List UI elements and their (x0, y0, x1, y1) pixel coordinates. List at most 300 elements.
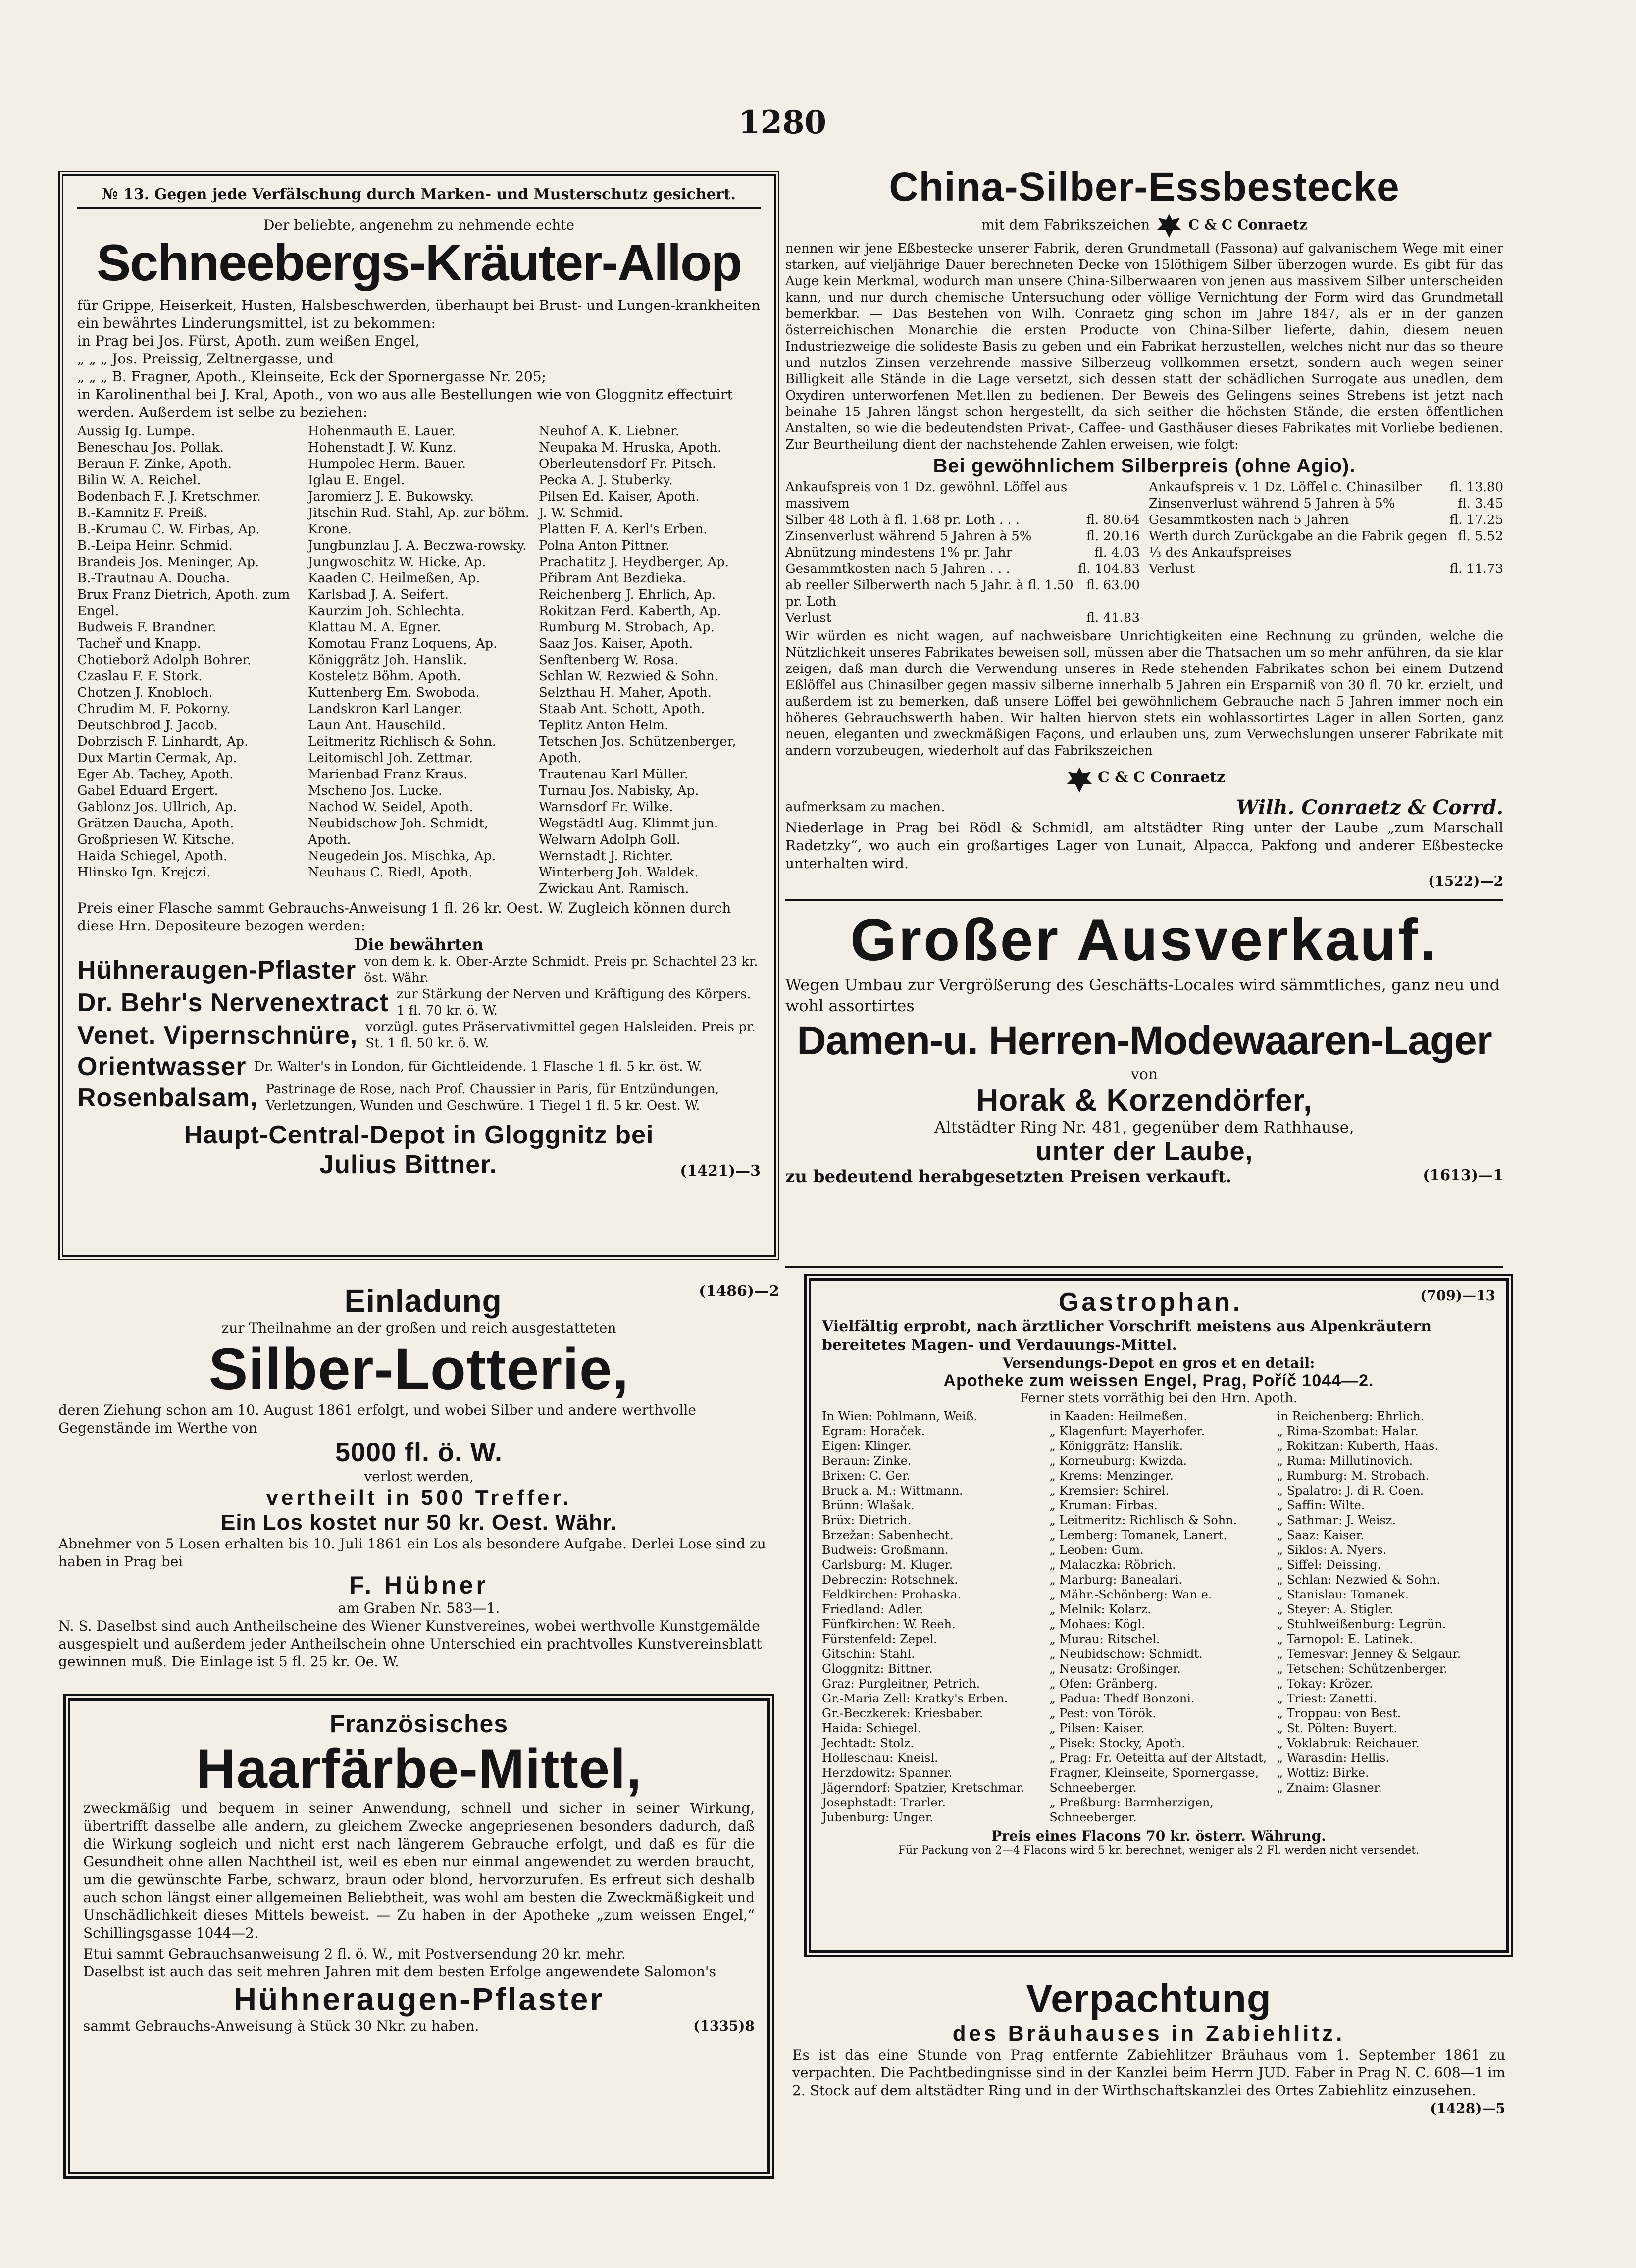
depot-entry: Humpolec Herm. Bauer. (308, 457, 466, 471)
gastrophan-column-3 (1277, 1409, 1495, 1825)
gastrophan-column-1 (822, 1409, 1040, 1825)
depot-entry: Zwickau Ant. Ramisch. (539, 881, 689, 896)
china-brand-row (785, 211, 1503, 241)
gastrophan-depot-entry: „ Ruma: Millutinovich. (1277, 1454, 1413, 1468)
gastrophan-depot-entry: „ Neusatz: Großinger. (1049, 1662, 1181, 1676)
gastrophan-depot-entry: Brzežan: Sabenhecht. (822, 1528, 954, 1542)
depot-entry: Neupaka M. Hruska, Apoth. (539, 440, 722, 455)
divider-rule (785, 899, 1503, 901)
verpachtung-ad (792, 1976, 1505, 2184)
depot-entry: B.-Krumau C. W. Firbas, Ap. (77, 522, 260, 537)
gastrophan-depot-entry: Herzdowitz: Spanner. (822, 1766, 952, 1780)
gastrophan-depot-entry: „ Lemberg: Tomanek, Lanert. (1049, 1528, 1227, 1542)
haarfarbe-also: Daselbst ist auch das seit mehren Jahren mit dem besten Erfolge angewendete Salomon's (83, 1963, 716, 1980)
depot-entry: Dobrzisch F. Linhardt, Ap. (77, 734, 249, 749)
depot-entry: Rumburg M. Strobach, Ap. (539, 620, 715, 635)
depot-entry: Marienbad Franz Kraus. (308, 767, 468, 782)
depot-entry: Jungbunzlau J. A. Beczwa-rowsky. (308, 538, 527, 553)
gastrophan-depot-entry: Budweis: Großmann. (822, 1543, 949, 1557)
gastrophan-depot-entry: „ Rumburg: M. Strobach. (1277, 1469, 1430, 1483)
product-row (77, 1019, 761, 1052)
gastrophan-depot-entry: In Wien: Pohlmann, Weiß. (822, 1409, 978, 1423)
depot-entry: Staab Ant. Schott, Apoth. (539, 702, 705, 717)
price-row (785, 528, 1140, 545)
gastrophan-depot-entry: „ Preßburg: Barmherzigen, Schneeberger. (1049, 1796, 1214, 1824)
depot-entry: Warnsdorf Fr. Wilke. (539, 800, 673, 815)
price-row-value: fl. 5.52 (1458, 529, 1503, 544)
gastrophan-depot-entry: „ St. Pölten: Buyert. (1277, 1721, 1397, 1735)
gastrophan-depot-entry: „ Tarnopol: E. Latinek. (1277, 1632, 1413, 1646)
haarfarbe-product-price: sammt Gebrauchs-Anweisung à Stück 30 Nkr. zu haben. (83, 2018, 479, 2034)
price-row (785, 577, 1140, 610)
gastrophan-depot-entry: „ Rokitzan: Kuberth, Haas. (1277, 1439, 1438, 1453)
lottery-seller-address: am Graben Nr. 583—1. (338, 1600, 500, 1616)
schneeberg-depot-grid (77, 423, 761, 897)
gastrophan-depot-entry: „ Mohaes: Kögl. (1049, 1617, 1145, 1631)
depot-entry: Wernstadt J. Richter. (539, 849, 673, 864)
gastrophan-depot-entry: Brixen: C. Ger. (822, 1469, 911, 1483)
gastrophan-depot-entry: „ Saffin: Wilte. (1277, 1498, 1365, 1512)
verpachtung-body: Es ist das eine Stunde von Prag entfernte Zabiehlitzer Bräuhaus vom 1. September 1861 zu verpachten. Die Pachtbedingnisse sind in der Kanzlei beim Herrn JUD. Faber in Prag N. C. 608—1 im 2. Stock auf dem altstädter Ring und in der Wirthschaftskanzlei des Ortes Zabiehlitz einzusehen. (792, 2047, 1505, 2099)
depot-entry: Neuhaus C. Riedl, Apoth. (308, 865, 473, 880)
gastrophan-price: Preis eines Flacons 70 kr. österr. Währung. (991, 1828, 1326, 1844)
verpachtung-subheadline: des Bräuhauses in Zabiehlitz. (952, 2021, 1345, 2046)
gastrophan-depot-entry: Bruck a. M.: Wittmann. (822, 1484, 963, 1497)
depot-entry: Teplitz Anton Helm. (539, 718, 669, 733)
depot-entry: Haida Schiegel, Apoth. (77, 849, 228, 864)
gastrophan-depot-entry: Haida: Schiegel. (822, 1721, 921, 1735)
gastrophan-depot-entry: „ Triest: Zanetti. (1277, 1692, 1377, 1705)
gastrophan-depot-entry: in Kaaden: Heilmeßen. (1049, 1409, 1188, 1423)
prague-line-4: in Karolinenthal bei J. Kral, Apoth., von wo aus alle Bestellungen wie von Gloggnitz effectuirt werden. Außerdem ist selbe zu beziehen: (77, 386, 733, 420)
gastrophan-depot-entry: Jechtadt: Stolz. (822, 1736, 914, 1750)
price-row-value: fl. 17.25 (1449, 513, 1503, 527)
gastrophan-depot-entry: Egram: Horaček. (822, 1424, 925, 1438)
depot-entry: Hohenmauth E. Lauer. (308, 424, 456, 439)
depot-entry: Selzthau H. Maher, Apoth. (539, 685, 712, 700)
price-row (1149, 512, 1503, 528)
haarfarbe-body: zweckmäßig und bequem in seiner Anwendung, schnell und sicher in seiner Wirkung, übertrifft dasselbe alle andern, zu gleichem Zwecke angepriesenen besonders dadurch, daß die Wirkung sogleich und nicht erst nach längerem Gebrauche erfolgt, und daß es für die Gesundheit ohne allen Nachtheil ist, weil es eben nur einmal angewendet zu werden braucht, um die gewünschte Farbe, schwarz, braun oder blond, hervorzurufen. Es erfreut sich deshalb auch schon längst einer allgemeinen Beliebtheit, was wohl am besten die Zweckmäßigkeit und Unschädlichkeit dieses Mittels beweist. — Zu haben in der Apotheke „zum weissen Engel,“ Schillingsgasse 1044—2. (83, 1800, 755, 1941)
china-brand-mark (785, 764, 1503, 796)
price-row-label: ab reeller Silberwerth nach 5 Jahr. à fl. 1.50 pr. Loth (785, 578, 1074, 609)
product-description: vorzügl. gutes Präservativmittel gegen Halsleiden. Preis pr. St. 1 fl. 50 kr. ö. W. (365, 1020, 756, 1051)
gastrophan-depot-entry: „ Krems: Menzinger. (1049, 1469, 1174, 1483)
gastrophan-depot-entry: Beraun: Zinke. (822, 1454, 912, 1468)
depot-entry: Jaromierz J. E. Bukowsky. (308, 489, 474, 504)
price-row-label: Abnützung mindestens 1% pr. Jahr (785, 545, 1013, 560)
gastrophan-depot-entry: Eigen: Klinger. (822, 1439, 912, 1453)
product-name: Rosenbalsam, (77, 1083, 258, 1112)
price-row-label: Verlust (1149, 562, 1195, 576)
china-ref: (1522)—2 (1428, 873, 1503, 889)
depot-entry: Rokitzan Ferd. Kaberth, Ap. (539, 604, 721, 619)
depot-entry: Leitomischl Joh. Zettmar. (308, 751, 473, 766)
schneeberg-footer-b: Julius Bittner. (319, 1150, 498, 1179)
schneeberg-footer-row (77, 1150, 761, 1180)
depot-entry: Landskron Karl Langer. (308, 702, 462, 717)
depot-entry: Gablonz Jos. Ullrich, Ap. (77, 800, 237, 815)
depot-entry: Chotzen J. Knobloch. (77, 685, 213, 700)
lottery-seller: F. Hübner (349, 1571, 489, 1599)
depot-entry: Komotau Franz Loquens, Ap. (308, 636, 498, 651)
ausverkauf-firm: Horak & Korzendörfer, (976, 1083, 1313, 1118)
schneeberg-ad (58, 171, 779, 1260)
schneeberg-tested: Die bewährten (354, 935, 484, 954)
gastrophan-depot-entry: „ Padua: Thedf Bonzoni. (1049, 1692, 1195, 1705)
gastrophan-ref: (709)—13 (1420, 1288, 1495, 1304)
lottery-body: deren Ziehung schon am 10. August 1861 erfolgt, und wobei Silber und andere werthvolle Gegenstände im Werthe von (58, 1402, 696, 1436)
gastrophan-depot-entry: Holleschau: Kneisl. (822, 1751, 938, 1765)
schneeberg-prague-list (77, 332, 761, 421)
price-row (785, 610, 1140, 626)
gastrophan-depot-entry: „ Melnik: Kolarz. (1049, 1602, 1151, 1616)
price-row (1149, 561, 1503, 577)
depot-entry: Karlsbad J. A. Seifert. (308, 587, 449, 602)
ausverkauf-laube: unter der Laube, (1035, 1136, 1253, 1166)
price-row-label: Ankaufspreis von 1 Dz. gewöhnl. Löffel aus massivem (785, 480, 1068, 511)
depot-entry: Pilsen Ed. Kaiser, Apoth. (539, 489, 700, 504)
depot-entry: Wegstädtl Aug. Klimmt jun. (539, 816, 718, 831)
price-row-label: Gesammtkosten nach 5 Jahren . . . (785, 562, 1010, 576)
lottery-title: Einladung (344, 1283, 502, 1319)
depot-entry: Kuttenberg Em. Swoboda. (308, 685, 480, 700)
gastrophan-depot-entry: „ Siffel: Deissing. (1277, 1558, 1381, 1572)
depot-entry: Trautenau Karl Müller. (539, 767, 689, 782)
gastrophan-depot-entry: „ Siklos: A. Nyers. (1277, 1543, 1387, 1557)
depot-entry: Kosteletz Böhm. Apoth. (308, 669, 461, 684)
price-row (1149, 528, 1503, 561)
price-row-label: Werth durch Zurückgabe an die Fabrik gegen ⅓ des Ankaufspreises (1149, 529, 1448, 560)
gastrophan-depot-entry: Jägerndorf: Spatzier, Kretschmar. (822, 1781, 1024, 1795)
gastrophan-depot-entry: „ Königgrätz: Hanslik. (1049, 1439, 1183, 1453)
china-price-right (1149, 479, 1503, 626)
depot-column-1 (77, 423, 299, 897)
ausverkauf-ad (785, 905, 1503, 1262)
product-name: Orientwasser (77, 1052, 247, 1081)
gastrophan-depot-entry: „ Stuhlweißenburg: Legrün. (1277, 1617, 1446, 1631)
gastrophan-depot-label: Versendungs-Depot en gros et en detail: (1002, 1355, 1315, 1371)
gastrophan-depot-entry: Gloggnitz: Bittner. (822, 1662, 933, 1676)
price-row (1149, 479, 1503, 496)
china-brand-repeat: C & C Conraetz (1097, 769, 1226, 786)
gastrophan-depot-entry: „ Tetschen: Schützenberger. (1277, 1662, 1448, 1676)
depot-entry: Budweis F. Brandner. (77, 620, 216, 635)
gastrophan-depot-entry: in Reichenberg: Ehrlich. (1277, 1409, 1425, 1423)
depot-entry: Saaz Jos. Kaiser, Apoth. (539, 636, 693, 651)
china-headline: China-Silber-Essbestecke (889, 164, 1400, 209)
lottery-price: Ein Los kostet nur 50 kr. Oest. Währ. (221, 1510, 617, 1535)
depot-entry: Iglau E. Engel. (308, 473, 405, 488)
china-depot: Niederlage in Prag bei Rödl & Schmidl, am altstädter Ring unter der Laube „zum Marschall Radetzky“, wo auch ein großartiges Lager von Lunait, Alpacca, Pakfong und anderer Eßbestecke unterhalten wird. (785, 820, 1503, 872)
gastrophan-headline: Gastrophan. (1058, 1288, 1243, 1317)
product-name: Dr. Behr's Nervenextract (77, 988, 389, 1017)
gastrophan-depot-entry: „ Rima-Szombat: Halar. (1277, 1424, 1419, 1438)
gastrophan-depot-entry: „ Schlan: Nezwied & Sohn. (1277, 1573, 1440, 1587)
gastrophan-depot-entry: „ Leoben: Gum. (1049, 1543, 1144, 1557)
depot-entry: Platten F. A. Kerl's Erben. (539, 522, 708, 537)
price-row-value: fl. 3.45 (1458, 496, 1503, 511)
depot-entry: Czaslau F. F. Stork. (77, 669, 203, 684)
gastrophan-depot-entry: Debreczin: Rotschnek. (822, 1573, 958, 1587)
gastrophan-depot-entry: Carlsburg: M. Kluger. (822, 1558, 953, 1572)
depot-entry: Beneschau Jos. Pollak. (77, 440, 224, 455)
gastrophan-depot-entry: „ Tokay: Krözer. (1277, 1677, 1373, 1691)
schneeberg-headline: Schneebergs-Kräuter-Allop (96, 234, 742, 292)
lottery-title-row (58, 1283, 779, 1319)
gastrophan-depot-entry: „ Wottiz: Birke. (1277, 1766, 1369, 1780)
eagle-emblem-icon (1154, 211, 1184, 241)
haarfarbe-headline: Haarfärbe-Mittel, (196, 1738, 642, 1800)
gastrophan-depot-entry: „ Spalatro: J. di R. Coen. (1277, 1484, 1424, 1497)
product-row (77, 1052, 761, 1082)
depot-entry: Tacheř und Knapp. (77, 636, 201, 651)
gastrophan-depot-entry: „ Mähr.-Schönberg: Wan e. (1049, 1588, 1212, 1601)
depot-column-2 (308, 423, 530, 897)
depot-column-3 (539, 423, 761, 897)
depot-entry: Grätzen Daucha, Apoth. (77, 816, 234, 831)
gastrophan-depot-entry: „ Voklabruk: Reichauer. (1277, 1736, 1420, 1750)
gastrophan-depot-entry: „ Steyer: A. Stigler. (1277, 1602, 1394, 1616)
depot-entry: Leitmeritz Richlisch & Sohn. (308, 734, 496, 749)
gastrophan-depot-entry: Fürstenfeld: Zepel. (822, 1632, 937, 1646)
china-price-table (785, 479, 1503, 626)
price-row (785, 512, 1140, 528)
depot-entry: Großpriesen W. Kitsche. (77, 832, 235, 847)
gastrophan-depot-entry: „ Neubidschow: Schmidt. (1049, 1647, 1203, 1661)
gastrophan-depot-entry: Josephstadt: Trarler. (822, 1796, 946, 1809)
lottery-ad (58, 1283, 779, 1669)
depot-entry: Nachod W. Seidel, Apoth. (308, 800, 473, 815)
china-signature: Wilh. Conraetz & Corrd. (1236, 796, 1503, 819)
ausverkauf-address: Altstädter Ring Nr. 481, gegenüber dem Rathhause, (934, 1118, 1354, 1136)
ausverkauf-offer-row (785, 1167, 1503, 1186)
depot-entry: B.-Trautnau A. Doucha. (77, 571, 230, 586)
gastrophan-depot-entry: „ Kremsier: Schirel. (1049, 1484, 1170, 1497)
depot-entry: Neubidschow Joh. Schmidt, Apoth. (308, 816, 489, 847)
ausverkauf-von: von (1130, 1066, 1158, 1083)
depot-entry: Kaurzim Joh. Schlechta. (308, 604, 465, 619)
gastrophan-depot-entry: Feldkirchen: Prohaska. (822, 1588, 962, 1601)
gastrophan-depot-entry: „ Pilsen: Kaiser. (1049, 1721, 1145, 1735)
gastrophan-depot-entry: „ Klagenfurt: Mayerhofer. (1049, 1424, 1205, 1438)
lottery-intro: zur Theilnahme an der großen und reich ausgestatteten (221, 1320, 616, 1336)
china-body: nennen wir jene Eßbestecke unserer Fabrik, deren Grundmetall (Fassona) auf galvanischem Wege mit einer starken, auf vieljährige Dauer berechneten Decke von 15löthigem Silber überzogen wurde. Es gibt für das Auge kein Merkmal, wodurch man unsere China-Silberwaaren von jenen aus massivem Silber unterscheiden kann, und nur durch chemische Untersuchung oder völlige Vernichtung der Form wird das Grundmetall bemerkbar. — Das Bestehen von Wilh. Conraetz ging schon im Jahre 1847, als er in der ganzen österreichischen Monarchie die ersten Producte von China-Silber lieferte, dahin, diesem neuen Industriezweige die solideste Basis zu geben und ein Fabrikat herzustellen, welches nicht nur das so theure und nutzlos Zinsen verzehrende massive Silberzeug vollkommen ersetzt, sondern auch wegen seiner Billigkeit alle Stände in die Lage versetzt, sich dessen statt der schädlichen Surrogate aus unedlen, dem Oxydiren unterworfenen Met.llen zu bedienen. Der Beweis des Gelingens seines Strebens ist jetzt nach beinahe 15 Jahren längst schon hergestellt, da sich seither die höchsten Stände, die ersten öffentlichen Anstalten, so wie die bedeutendsten Privat-, Caffee- und Gasthäuser dieses Fabrikates mit Vorliebe bedienen. Zur Beurtheilung dient der nachstehende Zahlen erweisen, wie folgt: (785, 241, 1503, 452)
china-brand-line: mit dem Fabrikszeichen (981, 216, 1150, 233)
depot-entry: Chrudim M. F. Pokorny. (77, 702, 231, 717)
lottery-terms: Abnehmer von 5 Losen erhalten bis 10. Juli 1861 ein Los als besondere Aufgabe. Derlei Lose sind zu haben in Prag bei (58, 1536, 766, 1570)
gastrophan-depot-entry: „ Pest: von Török. (1049, 1706, 1157, 1720)
depot-entry: Jitschin Rud. Stahl, Ap. zur böhm. Krone. (308, 506, 530, 537)
gastrophan-depot-entry: „ Kruman: Firbas. (1049, 1498, 1158, 1512)
price-row-value: fl. 41.83 (1086, 611, 1140, 625)
gastrophan-depot-entry: „ Znaim: Glasner. (1277, 1781, 1382, 1795)
schneeberg-price-line: Preis einer Flasche sammt Gebrauchs-Anweisung 1 fl. 26 kr. Oest. W. Zugleich können durch diese Hrn. Depositeure bezogen werden: (77, 900, 731, 934)
schneeberg-footer-a: Haupt-Central-Depot in Gloggnitz bei (184, 1121, 654, 1149)
gastrophan-pharmacy: Apotheke zum weissen Engel, Prag, Poříč 1044—2. (943, 1371, 1374, 1390)
depot-entry: Bodenbach F. J. Kretschmer. (77, 489, 261, 504)
prague-line-2: „ „ „ Jos. Preissig, Zeltnergasse, und (77, 351, 334, 367)
gastrophan-depot-entry: „ Temesvar: Jenney & Selgaur. (1277, 1647, 1461, 1661)
gastrophan-depot-entry: „ Malaczka: Röbrich. (1049, 1558, 1176, 1572)
product-name: Venet. Vipernschnüre, (77, 1021, 358, 1050)
price-row-value: fl. 13.80 (1449, 480, 1503, 495)
depot-entry: Mscheno Jos. Lucke. (308, 783, 443, 798)
price-row (785, 479, 1140, 512)
depot-entry: Eger Ab. Tachey, Apoth. (77, 767, 234, 782)
product-description: zur Stärkung der Nerven und Kräftigung des Körpers. 1 fl. 70 kr. ö. W. (396, 987, 751, 1018)
depot-entry: Reichenberg J. Ehrlich, Ap. (539, 587, 716, 602)
price-row-label: Ankaufspreis v. 1 Dz. Löffel c. Chinasilber (1149, 480, 1422, 495)
gastrophan-depot-entry: „ Marburg: Banealari. (1049, 1573, 1182, 1587)
gastrophan-depot-entry: „ Stanislau: Tomanek. (1277, 1588, 1409, 1601)
china-silver-ad (785, 163, 1503, 896)
product-row (77, 986, 761, 1019)
depot-entry: B.-Kamnitz F. Preiß. (77, 506, 207, 520)
price-row-value: fl. 4.03 (1094, 545, 1140, 560)
gastrophan-depot-entry: „ Troppau: von Best. (1277, 1706, 1401, 1720)
depot-entry: Chotieborž Adolph Bohrer. (77, 653, 252, 668)
depot-entry: Gabel Eduard Ergert. (77, 783, 218, 798)
haarfarbe-price: Etui sammt Gebrauchsanweisung 2 fl. ö. W., mit Postversendung 20 kr. mehr. (83, 1946, 626, 1962)
gastrophan-depot-entry: Gr.-Maria Zell: Kratky's Erben. (822, 1692, 1008, 1705)
gastrophan-depot-entry: Gitschin: Stahl. (822, 1647, 915, 1661)
prague-line-3: „ „ „ B. Fragner, Apoth., Kleinseite, Eck der Spornergasse Nr. 205; (77, 368, 547, 385)
gastrophan-column-2 (1049, 1409, 1268, 1825)
prague-line-1: in Prag bei Jos. Fürst, Apoth. zum weißen Engel, (77, 333, 420, 349)
gastrophan-depot-entry: „ Leitmeritz: Richlisch & Sohn. (1049, 1513, 1237, 1527)
gastrophan-ad (804, 1274, 1513, 1957)
depot-entry: Pecka A. J. Stuberky. (539, 473, 673, 488)
depot-entry: Prachatitz J. Heydberger, Ap. (539, 555, 729, 569)
gastrophan-depot-entry: „ Sathmar: J. Weisz. (1277, 1513, 1396, 1527)
price-row (1149, 496, 1503, 512)
gastrophan-depot-entry: „ Saaz: Kaiser. (1277, 1528, 1365, 1542)
schneeberg-body: für Grippe, Heiserkeit, Husten, Halsbeschwerden, überhaupt bei Brust- und Lungen-krankheiten ein bewährtes Linderungsmittel, ist zu bekommen: (77, 297, 761, 331)
gastrophan-depot-entry: Fünfkirchen: W. Reeh. (822, 1617, 956, 1631)
lottery-ref: (1486)—2 (699, 1283, 779, 1300)
gastrophan-depot-entry: „ Ofen: Gränberg. (1049, 1677, 1158, 1691)
depot-entry: Schlan W. Rezwied & Sohn. (539, 669, 718, 684)
price-row-value: fl. 104.83 (1078, 562, 1140, 576)
depot-entry: Neuhof A. K. Liebner. (539, 424, 680, 439)
depot-entry: Beraun F. Zinke, Apoth. (77, 457, 232, 471)
depot-entry: Neugedein Jos. Mischka, Ap. (308, 849, 496, 864)
depot-entry: Dux Martin Cermak, Ap. (77, 751, 237, 766)
lottery-headline: Silber-Lotterie, (208, 1337, 629, 1402)
gastrophan-depot-grid (822, 1409, 1495, 1825)
eagle-emblem-icon (1064, 764, 1095, 796)
depot-entry: Winterberg Joh. Waldek. (539, 865, 699, 880)
depot-entry: Senftenberg W. Rosa. (539, 653, 679, 668)
depot-entry: Tetschen Jos. Schützenberger, Apoth. (539, 734, 736, 766)
depot-entry: J. W. Schmid. (539, 506, 623, 520)
lottery-amount: 5000 fl. ö. W. (335, 1438, 503, 1467)
depot-entry: Welwarn Adolph Goll. (539, 832, 680, 847)
gastrophan-depot-entry: Jubenburg: Unger. (822, 1810, 934, 1824)
ausverkauf-store: Damen-u. Herren-Modewaaren-Lager (797, 1018, 1492, 1063)
divider-rule (785, 1266, 1503, 1268)
verpachtung-ref: (1428)—5 (1430, 2100, 1505, 2116)
depot-entry: Kaaden C. Heilmeßen, Ap. (308, 571, 480, 586)
price-row-label: Gesammtkosten nach 5 Jahren (1149, 513, 1349, 527)
gastrophan-depot-entry: Graz: Purgleitner, Petrich. (822, 1677, 980, 1691)
price-row (785, 545, 1140, 561)
price-row-label: Zinsenverlust während 5 Jahren à 5% (1149, 496, 1395, 511)
schneeberg-top-note: № 13. Gegen jede Verfälschung durch Marken- und Musterschutz gesichert. (77, 186, 761, 209)
depot-entry: Bilin W. A. Reichel. (77, 473, 201, 488)
china-closing: Wir würden es nicht wagen, auf nachweisbare Unrichtigkeiten eine Rechnung zu gründen, welche die Nützlichkeit unseres Fabrikates beweisen soll, müssen aber die Thatsachen um so mehr anführen, da sie klar zeigen, daß man durch die Verwendung unseres in Rede stehenden Fabrikates schon bei einem Dutzend Eßlöffel aus Chinasilber gegen massiv silberne innerhalb 5 Jahren ein Ersparniß von 30 fl. 70 kr. erzielt, und außerdem ist zu bemerken, daß unsere Löffel bei gewöhnlichem Gebrauche nach 5 Jahren immer noch ein höheres Gebrauchswerth haben. Wir halten hiervon stets ein wohlassortirtes Lager in allen Sorten, ganz neuen, eleganten und zweckmäßigen Façons, und erlauben uns, zum Verwechslungen unserer Fabrikate mit andern vorzubeugen, wiederholt auf das Fabrikszeichen (785, 629, 1503, 758)
product-row (77, 954, 761, 986)
haarfarbe-intro: Französisches (329, 1710, 509, 1738)
product-description: Dr. Walter's in London, für Gichtleidende. 1 Flasche 1 fl. 5 kr. öst. W. (254, 1059, 703, 1074)
depot-entry: Brux Franz Dietrich, Apoth. zum Engel. (77, 587, 290, 619)
china-price-heading: Bei gewöhnlichem Silberpreis (ohne Agio). (933, 455, 1356, 477)
gastrophan-depot-entry: Gr.-Beczkerek: Kriesbaber. (822, 1706, 983, 1720)
gastrophan-depot-entry: „ Warasdin: Hellis. (1277, 1751, 1390, 1765)
ausverkauf-body: Wegen Umbau zur Vergrößerung des Geschäfts-Locales wird sämmtliches, ganz neu und wohl assortirtes (785, 976, 1500, 1015)
gastrophan-depot-entry: „ Prag: Fr. Oeteitta auf der Altstadt, Fragner, Kleinseite, Spornergasse, Schneeberger. (1049, 1751, 1267, 1795)
gastrophan-depot-entry: Brüx: Dietrich. (822, 1513, 912, 1527)
china-signature-row (785, 796, 1503, 819)
depot-entry: Brandeis Jos. Meninger, Ap. (77, 555, 259, 569)
gastrophan-depot-entry: Brünn: Wlašak. (822, 1498, 915, 1512)
gastrophan-depot-entry: „ Pisek: Stocky, Apoth. (1049, 1736, 1186, 1750)
depot-entry: Přibram Ant Bezdieka. (539, 571, 687, 586)
depot-entry: Aussig Ig. Lumpe. (77, 424, 195, 439)
lottery-verlost: verlost werden, (364, 1468, 474, 1485)
verpachtung-headline: Verpachtung (1026, 1976, 1272, 2020)
depot-entry: Königgrätz Joh. Hanslik. (308, 653, 467, 668)
depot-entry: Hohenstadt J. W. Kunz. (308, 440, 457, 455)
lottery-distributed: vertheilt in 500 Treffer. (266, 1486, 572, 1510)
price-row-label: Zinsenverlust während 5 Jahren à 5% (785, 529, 1032, 544)
gastrophan-also: Ferner stets vorräthig bei den Hrn. Apoth. (1020, 1391, 1298, 1406)
ausverkauf-offer: zu bedeutend herabgesetzten Preisen verkauft. (785, 1167, 1232, 1186)
gastrophan-intro: Vielfältig erprobt, nach ärztlicher Vorschrift meistens aus Alpenkräutern bereitetes Magen- und Verdauungs-Mittel. (822, 1318, 1432, 1354)
gastrophan-shipping: Für Packung von 2—4 Flacons wird 5 kr. berechnet, weniger als 2 Fl. werden nicht versendet. (898, 1844, 1420, 1856)
page-number: 1280 (738, 104, 827, 141)
depot-entry: Oberleutensdorf Fr. Pitsch. (539, 457, 716, 471)
depot-entry: Jungwoschitz W. Hicke, Ap. (308, 555, 486, 569)
schneeberg-products (77, 954, 761, 1114)
price-row-value: fl. 20.16 (1086, 529, 1140, 544)
lottery-note: N. S. Daselbst sind auch Antheilscheine des Wiener Kunstvereines, wobei werthvolle Kunstgemälde ausgespielt und außerdem jeder Antheilschein ohne Unterschied ein prachtvolles Kunstvereinsblatt gewinnen muß. Die Einlage ist 5 fl. 25 kr. Oe. W. (58, 1618, 762, 1670)
depot-entry: Turnau Jos. Nabisky, Ap. (539, 783, 699, 798)
product-name: Hühneraugen-Pflaster (77, 956, 357, 984)
price-row-label: Verlust (785, 611, 832, 625)
gastrophan-depot-entry: „ Murau: Ritschel. (1049, 1632, 1160, 1646)
product-description: Pastrinage de Rose, nach Prof. Chaussier in Paris, für Entzündungen, Verletzungen, Wunden und Geschwüre. 1 Tiegel 1 fl. 5 kr. Oest. W. (265, 1082, 719, 1113)
depot-entry: Deutschbrod J. Jacob. (77, 718, 218, 733)
ausverkauf-ref: (1613)—1 (1423, 1167, 1503, 1184)
gastrophan-depot-entry: „ Korneuburg: Kwizda. (1049, 1454, 1187, 1468)
product-description: von dem k. k. Ober-Arzte Schmidt. Preis pr. Schachtel 23 kr. öst. Währ. (364, 954, 758, 985)
china-price-left (785, 479, 1140, 626)
china-attention: aufmerksam zu machen. (785, 800, 945, 815)
depot-entry: Hlinsko Ign. Krejczi. (77, 865, 211, 880)
schneeberg-ref: (1421)—3 (680, 1162, 761, 1180)
product-row (77, 1082, 761, 1114)
depot-entry: B.-Leipa Heinr. Schmid. (77, 538, 233, 553)
price-row (785, 561, 1140, 577)
price-row-value: fl. 11.73 (1449, 562, 1503, 576)
ausverkauf-headline: Großer Ausverkauf. (850, 907, 1438, 973)
schneeberg-intro: Der beliebte, angenehm zu nehmende echte (263, 217, 575, 233)
price-row-value: fl. 80.64 (1086, 513, 1140, 527)
haarfarbe-ref: (1335)8 (693, 2018, 755, 2034)
depot-entry: Klattau M. A. Egner. (308, 620, 441, 635)
haarfarbe-product-row (83, 2017, 755, 2035)
